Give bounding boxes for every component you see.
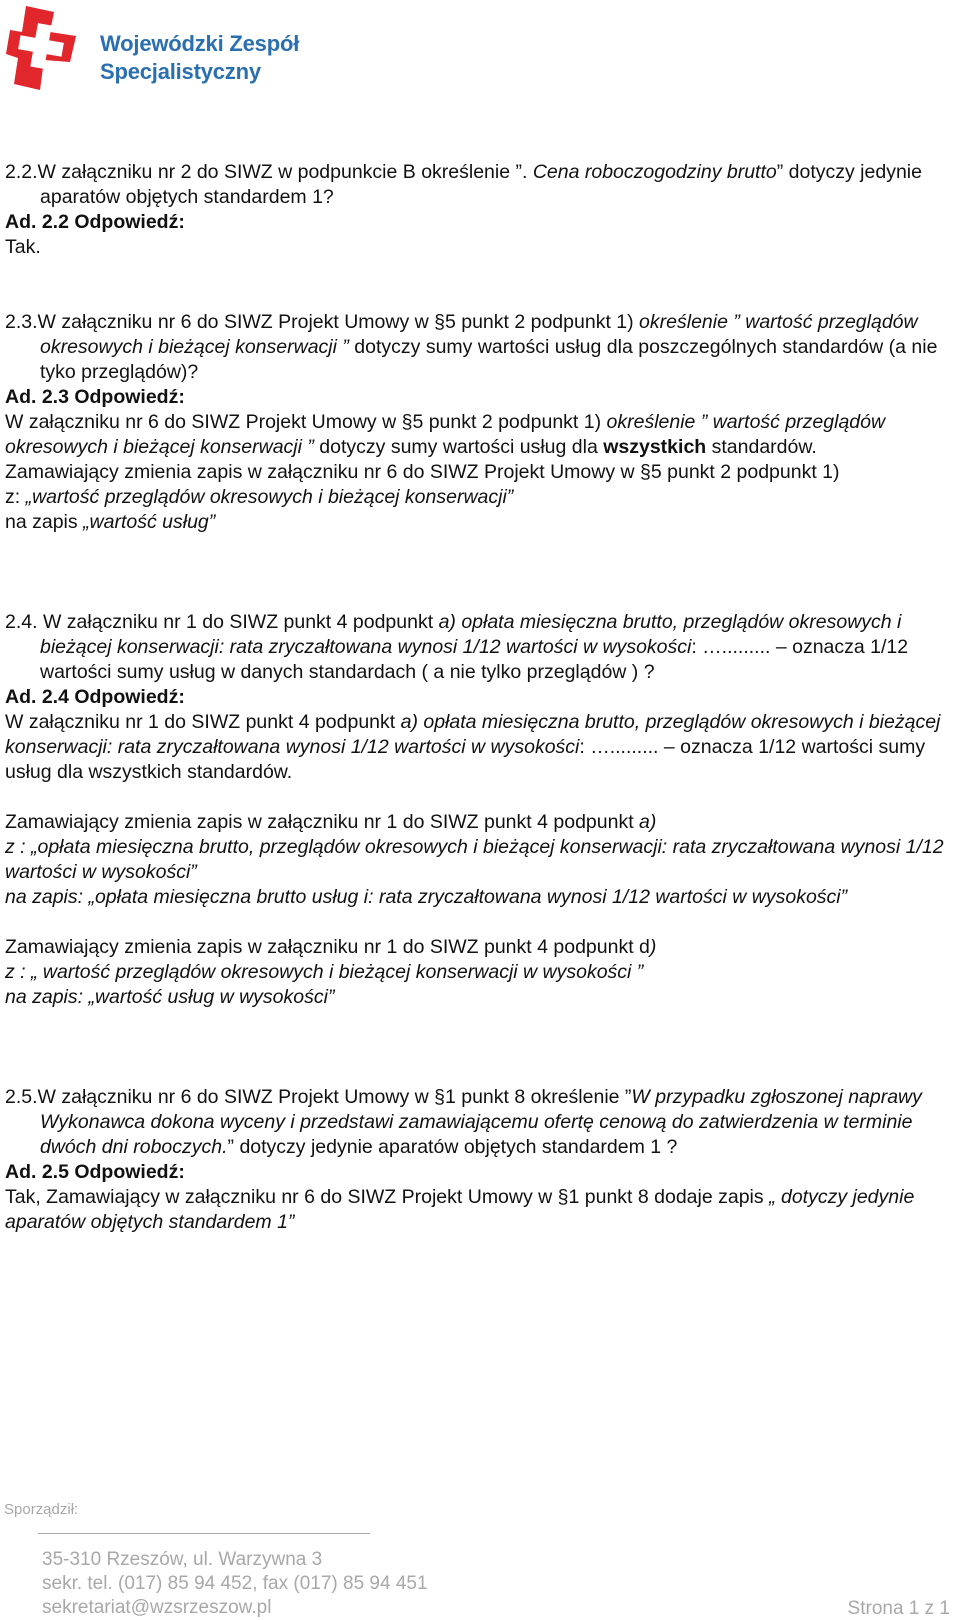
footer-email: sekretariat@wzsrzeszow.pl: [42, 1597, 272, 1618]
footer-phone: sekr. tel. (017) 85 94 452, fax (017) 85 94 451: [42, 1573, 428, 1594]
page-number: Strona 1 z 1: [847, 1598, 950, 1619]
hospital-cross-logo-icon: [4, 2, 86, 101]
question-2-3: 2.3.W załączniku nr 6 do SIWZ Projekt Umowy w §5 punkt 2 podpunkt 1) określenie ” wartość przeglądów okresowych i bieżącej konserwacji ” dotyczy sumy wartości usług dla poszczególnych standardów (a nie tyko przeglądów)?: [5, 311, 938, 383]
answer-heading-2-3: Ad. 2.3 Odpowiedź:: [5, 386, 185, 408]
question-2-4: 2.4. W załączniku nr 1 do SIWZ punkt 4 podpunkt a) opłata miesięczna brutto, przeglądów okresowych i bieżącej konserwacji: rata zryczałtowana wynosi 1/12 wartości w wysokości: …......... – oznacza 1/12 wartości sumy usług w danych standardach ( a nie tylko przeglądów ) ?: [5, 611, 909, 683]
change-2-4a-line-1: Zamawiający zmienia zapis w załączniku nr 1 do SIWZ punkt 4 podpunkt a): [5, 811, 657, 833]
change-2-4d-line-3: na zapis: „wartość usług w wysokości”: [5, 986, 335, 1008]
document-body: [5, 160, 955, 1235]
answer-2-5: Tak, Zamawiający w załączniku nr 6 do SIWZ Projekt Umowy w §1 punkt 8 dodaje zapis „ dotyczy jedynie aparatów objętych standardem 1”: [5, 1186, 915, 1233]
answer-2-2: Tak.: [5, 236, 41, 258]
answer-2-3: W załączniku nr 6 do SIWZ Projekt Umowy w §5 punkt 2 podpunkt 1) określenie ” wartość przeglądów okresowych i bieżącej konserwacji ” dotyczy sumy wartości usług dla wszystkich standardów.: [5, 411, 886, 458]
footer-divider: [38, 1533, 370, 1534]
answer-heading-2-5: Ad. 2.5 Odpowiedź:: [5, 1161, 185, 1183]
logo-line-1: Wojewódzki Zespół: [100, 31, 300, 56]
question-2-2: 2.2.W załączniku nr 2 do SIWZ w podpunkcie B określenie ”. Cena roboczogodziny brutto” dotyczy jedynie aparatów objętych standardem 1?: [5, 161, 922, 208]
change-2-4a-line-2: z : „opłata miesięczna brutto, przeglądów okresowych i bieżącej konserwacji: rata zryczałtowana wynosi 1/12 wartości w wysokości”: [5, 836, 944, 883]
logo-line-2: Specjalistyczny: [100, 59, 261, 84]
change-2-3-line-1: Zamawiający zmienia zapis w załączniku nr 6 do SIWZ Projekt Umowy w §5 punkt 2 podpunkt 1): [5, 461, 840, 483]
change-2-4a-line-3: na zapis: „opłata miesięczna brutto usług i: rata zryczałtowana wynosi 1/12 wartości w wysokości”: [5, 886, 848, 908]
question-2-5: 2.5.W załączniku nr 6 do SIWZ Projekt Umowy w §1 punkt 8 określenie ”W przypadku zgłoszonej naprawy Wykonawca dokona wyceny i przedstawi zamawiającemu ofertę cenową do zatwierdzenia w terminie dwóch dni roboczych.” dotyczy jedynie aparatów objętych standardem 1 ?: [5, 1086, 922, 1158]
answer-2-4: W załączniku nr 1 do SIWZ punkt 4 podpunkt a) opłata miesięczna brutto, przeglądów okresowych i bieżącej konserwacji: rata zryczałtowana wynosi 1/12 wartości w wysokości: …......... – oznacza 1/12 wartości sumy usług dla wszystkich standardów.: [5, 711, 941, 783]
change-2-3-line-2: z: „wartość przeglądów okresowych i bieżącej konserwacji”: [5, 486, 514, 508]
answer-heading-2-4: Ad. 2.4 Odpowiedź:: [5, 686, 185, 708]
change-2-4d-line-1: Zamawiający zmienia zapis w załączniku nr 1 do SIWZ punkt 4 podpunkt d): [5, 936, 657, 958]
change-2-4d-line-2: z : „ wartość przeglądów okresowych i bieżącej konserwacji w wysokości ”: [5, 961, 644, 983]
footer-address: 35-310 Rzeszów, ul. Warzywna 3: [42, 1549, 323, 1570]
organization-logo-text: [100, 30, 299, 86]
answer-heading-2-2: Ad. 2.2 Odpowiedź:: [5, 211, 185, 233]
prepared-by-label: Sporządził:: [4, 1501, 79, 1518]
change-2-3-line-3: na zapis „wartość usług”: [5, 511, 216, 533]
